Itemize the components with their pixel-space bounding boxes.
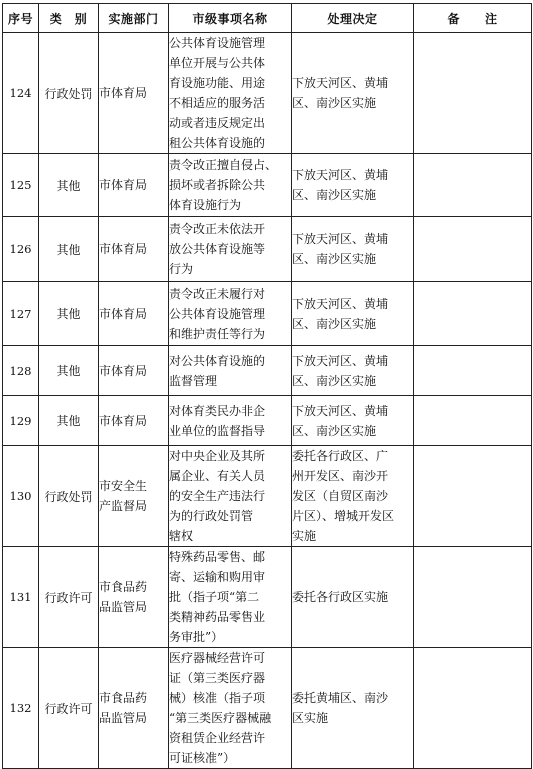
row-decision: [292, 282, 414, 346]
row-num: 125: [3, 154, 39, 217]
row-dept: [99, 648, 169, 769]
table-row: [3, 33, 532, 154]
table-row: [3, 346, 532, 396]
row-decision: [292, 346, 414, 396]
row-category: 行政处罚: [39, 446, 99, 547]
row-remarks: [414, 346, 532, 396]
row-dept-text: 市体育局: [99, 363, 148, 378]
row-num: 129: [3, 396, 39, 446]
row-category: 其他: [39, 217, 99, 282]
row-category: 其他: [39, 154, 99, 217]
row-num: 127: [3, 282, 39, 346]
row-item: [169, 33, 292, 154]
row-num: 128: [3, 346, 39, 396]
row-dept-text: 市体育局: [99, 86, 148, 100]
row-decision-text: 下放天河区、黄埔 区、南沙区实施: [292, 232, 389, 266]
row-item-text: 对体育类民办非企 业单位的监督指导: [169, 403, 266, 438]
row-item-text: 对中央企业及其所 属企业、有关人员 的安全生产违法行 为的行政处罚管 辖权: [169, 449, 266, 543]
row-dept-text: 市体育局: [99, 178, 148, 192]
row-dept: [99, 446, 169, 547]
row-num: 131: [3, 547, 39, 648]
row-remarks: [414, 547, 532, 648]
row-remarks: [414, 33, 532, 154]
row-remarks: [414, 217, 532, 282]
row-decision-text: 下放天河区、黄埔 区、南沙区实施: [292, 353, 389, 388]
row-category: 行政许可: [39, 648, 99, 769]
row-dept: [99, 154, 169, 217]
row-num: 124: [3, 33, 39, 154]
row-item-text: 责令改正未履行对 公共体育设施管理 和维护责任等行为: [169, 286, 266, 341]
matters-table: [2, 3, 532, 769]
row-dept: [99, 33, 169, 154]
table-row: [3, 547, 532, 648]
row-remarks: [414, 154, 532, 217]
header-category: 类 别: [39, 4, 99, 33]
row-item: [169, 282, 292, 346]
table-row: [3, 446, 532, 547]
header-item: 市级事项名称: [169, 4, 292, 33]
row-dept-text: 市安全生 产监督局: [99, 479, 148, 513]
header-decision: 处理决定: [292, 4, 414, 33]
row-dept: [99, 346, 169, 396]
row-decision-text: 下放天河区、黄埔 区、南沙区实施: [292, 296, 389, 331]
row-decision: [292, 33, 414, 154]
row-item: [169, 547, 292, 648]
row-item-text: 公共体育设施管理 单位开展与公共体 育设施功能、用途 不相适应的服务活 动或者违反规定出 租公共体育设施的: [169, 36, 266, 150]
row-num: 130: [3, 446, 39, 547]
row-decision-text: 委托黄埔区、南沙 区实施: [292, 691, 389, 725]
row-dept-text: 市食品药 品监管局: [99, 580, 148, 614]
row-item-text: 医疗器械经营许可 证（第三类医疗器 械）核准（指子项 “第三类医疗器械融 资租赁企业经营许 可证核准”）: [169, 651, 272, 765]
row-item-text: 责令改正未依法开 放公共体育设施等 行为: [169, 222, 266, 276]
row-item: [169, 648, 292, 769]
table-row: [3, 154, 532, 217]
row-item: [169, 217, 292, 282]
row-decision-text: 下放天河区、黄埔 区、南沙区实施: [292, 76, 389, 110]
row-decision-text: 下放天河区、黄埔 区、南沙区实施: [292, 403, 389, 438]
row-remarks: [414, 282, 532, 346]
row-num: 126: [3, 217, 39, 282]
row-category: 行政处罚: [39, 33, 99, 154]
row-decision: [292, 446, 414, 547]
row-dept-text: 市体育局: [99, 242, 148, 256]
row-category: 行政许可: [39, 547, 99, 648]
row-decision: [292, 396, 414, 446]
table-row: [3, 282, 532, 346]
row-category: 其他: [39, 282, 99, 346]
row-item: [169, 396, 292, 446]
row-dept: [99, 217, 169, 282]
row-dept-text: 市食品药 品监管局: [99, 691, 148, 725]
row-category: 其他: [39, 346, 99, 396]
row-dept: [99, 396, 169, 446]
row-dept: [99, 282, 169, 346]
header-remarks: 备 注: [414, 4, 532, 33]
table-row: [3, 648, 532, 769]
row-decision: [292, 648, 414, 769]
row-item: [169, 346, 292, 396]
row-dept-text: 市体育局: [99, 306, 148, 321]
row-remarks: [414, 396, 532, 446]
row-item-text: 责令改正擅自侵占、 损坏或者拆除公共 体育设施行为: [169, 158, 278, 212]
row-remarks: [414, 648, 532, 769]
row-num: 132: [3, 648, 39, 769]
row-item: [169, 446, 292, 547]
row-dept: [99, 547, 169, 648]
row-decision-text: 下放天河区、黄埔 区、南沙区实施: [292, 168, 389, 202]
row-decision: [292, 154, 414, 217]
header-num: 序号: [3, 4, 39, 33]
row-decision-text: 委托各行政区、广 州开发区、南沙开 发区（自贸区南沙 片区）、增城开发区 实施: [292, 449, 395, 543]
table-row: [3, 396, 532, 446]
row-remarks: [414, 446, 532, 547]
row-item-text: 特殊药品零售、邮 寄、运输和购用审 批（指子项“第二 类精神药品零售业 务审批”）: [169, 550, 266, 644]
row-item: [169, 154, 292, 217]
row-category: 其他: [39, 396, 99, 446]
row-decision-text: 委托各行政区实施: [292, 590, 389, 604]
row-item-text: 对公共体育设施的 监督管理: [169, 353, 266, 388]
row-decision: [292, 547, 414, 648]
row-dept-text: 市体育局: [99, 413, 148, 428]
header-dept: 实施部门: [99, 4, 169, 33]
row-decision: [292, 217, 414, 282]
table-row: [3, 217, 532, 282]
header-row: [3, 4, 532, 33]
